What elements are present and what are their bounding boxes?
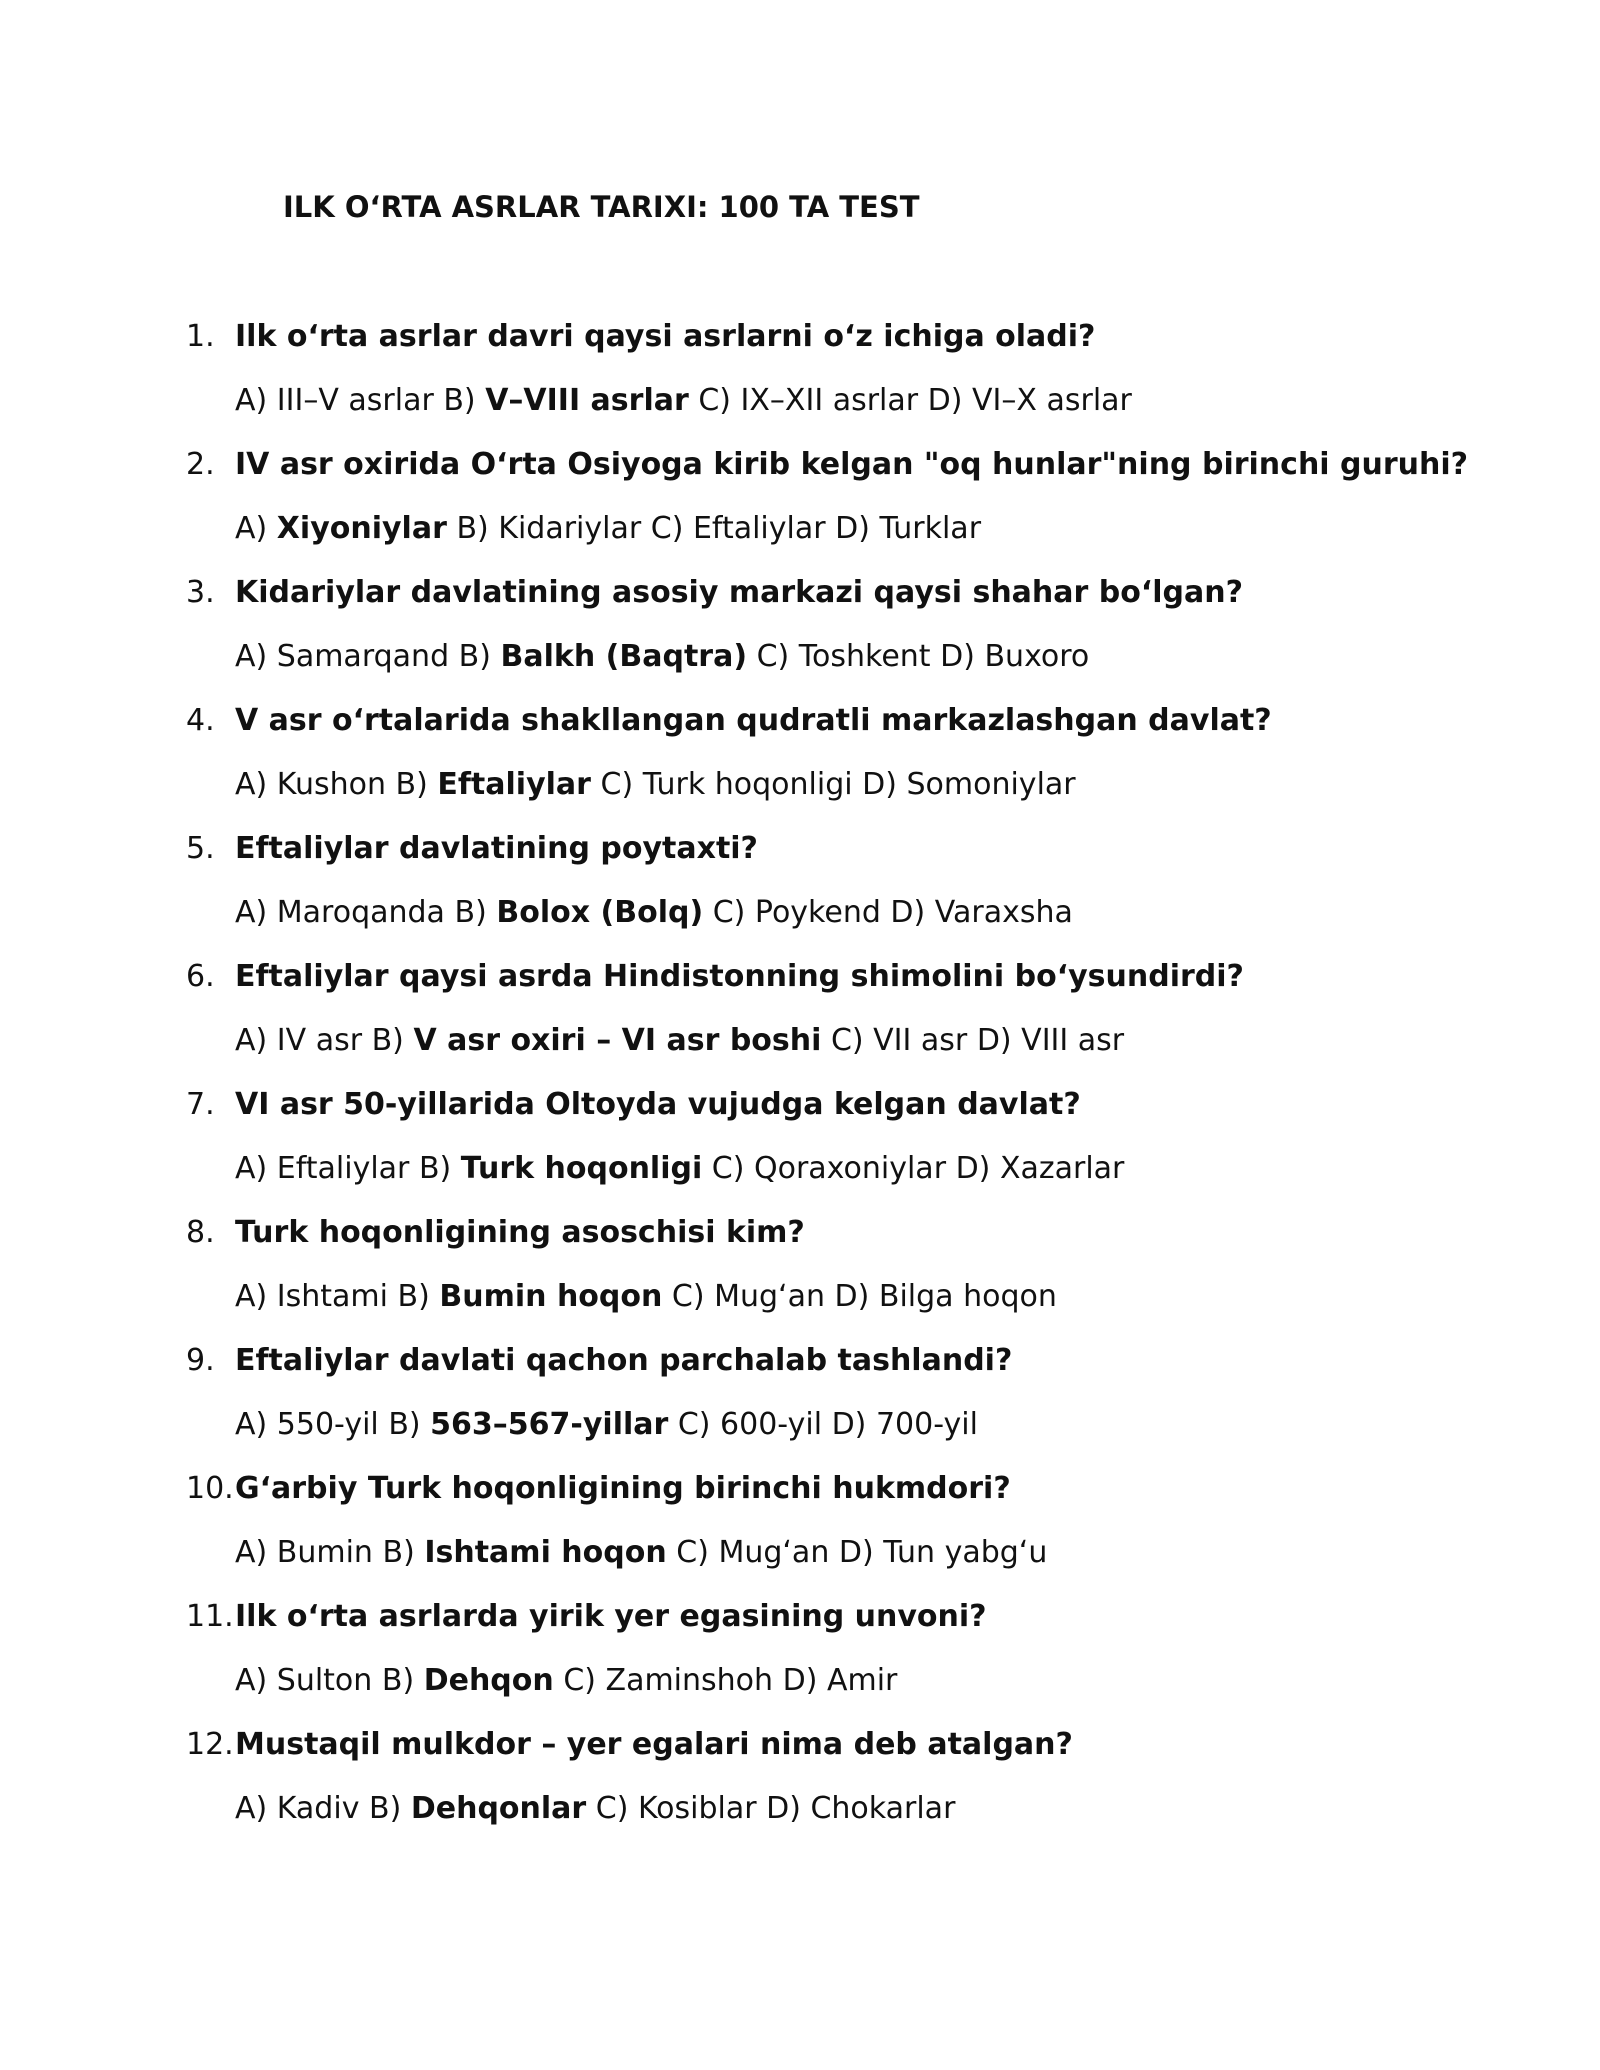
option-value: V asr oxiri – VI asr boshi [413,1023,822,1058]
option-letter: A) [235,511,268,546]
option-value: IX–XII asrlar [740,383,919,418]
option-letter: C) [756,639,790,674]
option-value: 700-yil [875,1407,978,1442]
question-item [0,700,1600,828]
answer-options [235,1660,897,1702]
answer-option [835,1279,1057,1314]
question-text: IV asr oxirida O‘rta Osiyoga kirib kelgan "oq hunlar"ning birinchi guruhi? [235,447,1469,482]
option-value: Maroqanda [276,895,445,930]
option-letter: B) [395,767,428,802]
answer-options [235,1788,955,1830]
answer-option-correct [369,1791,586,1826]
option-letter: B) [397,1279,430,1314]
answer-option-correct [419,1151,702,1186]
question-number: 10. [186,1471,234,1506]
option-letter: A) [235,639,268,674]
question-number: 11. [186,1599,234,1634]
answer-option [672,1279,825,1314]
answer-option [757,639,931,674]
question-item [0,1212,1600,1340]
question-list [0,316,1600,1852]
option-value: Xiyoniylar [276,511,447,546]
option-value: Ishtami hoqon [424,1535,667,1570]
option-letter: D) [782,1663,818,1698]
option-value: Eftaliylar [276,1151,410,1186]
answer-option [766,1791,955,1826]
question-item [0,1596,1600,1724]
answer-option-correct [398,1279,663,1314]
option-value: Amir [826,1663,898,1698]
answer-options [235,1404,978,1446]
answer-option [832,1407,978,1442]
option-value: VI–X asrlar [972,383,1132,418]
option-letter: A) [235,1663,268,1698]
option-letter: C) [712,895,746,930]
option-letter: B) [458,639,491,674]
option-letter: B) [371,1023,404,1058]
answer-option [676,1535,829,1570]
question-number: 8. [186,1215,215,1250]
answer-option [712,1151,946,1186]
answer-option [940,639,1089,674]
option-letter: C) [595,1791,629,1826]
answer-option-correct [396,767,591,802]
option-letter: A) [235,1535,268,1570]
answer-option [839,1535,1047,1570]
question-number: 9. [186,1343,215,1378]
option-value: Kidariylar [498,511,642,546]
answer-options [235,508,981,550]
answer-option [783,1663,898,1698]
question-text: Ilk o‘rta asrlar davri qaysi asrlarni o‘z ichiga oladi? [235,319,1096,354]
option-value: Toshkent [798,639,931,674]
option-letter: B) [388,1407,421,1442]
option-letter: A) [235,383,268,418]
option-letter: D) [927,383,963,418]
answer-option [651,511,826,546]
option-letter: C) [830,1023,864,1058]
question-text: Turk hoqonligining asoschisi kim? [235,1215,805,1250]
option-letter: A) [235,1023,268,1058]
answer-option-correct [383,1535,667,1570]
answer-option-correct [235,511,447,546]
answer-option [235,1151,409,1186]
option-value: Poykend [754,895,881,930]
option-value: Kushon [276,767,386,802]
answer-option [977,1023,1124,1058]
answer-options [235,1148,1124,1190]
answer-option [235,383,434,418]
option-letter: D) [976,1023,1012,1058]
option-letter: B) [381,1663,415,1698]
option-letter: A) [235,1407,268,1442]
option-letter: D) [940,639,975,674]
answer-option [235,1663,372,1698]
option-value: Mug‘an [714,1279,825,1314]
answer-option [596,1791,757,1826]
answer-option-correct [372,1023,822,1058]
option-letter: C) [711,1151,745,1186]
option-letter: C) [671,1279,705,1314]
option-value: Balkh (Baqtra) [500,639,748,674]
answer-option [713,895,881,930]
option-letter: C) [676,1535,709,1570]
option-value: Eftaliylar [437,767,591,802]
question-number: 2. [186,447,215,482]
option-value: Somoniylar [906,767,1076,802]
answer-option [831,1023,967,1058]
question-text: V asr o‘rtalarida shakllangan qudratli markazlashgan davlat? [235,703,1272,738]
question-number: 7. [186,1087,215,1122]
answer-option [890,895,1072,930]
option-letter: B) [456,511,489,546]
option-letter: C) [563,1663,596,1698]
answer-options [235,636,1089,678]
option-value: Dehqonlar [410,1791,587,1826]
answer-options [235,764,1076,806]
option-letter: A) [235,895,268,930]
answer-option [235,1535,373,1570]
question-item [0,828,1600,956]
option-value: Sulton [276,1663,373,1698]
answer-options [235,1020,1124,1062]
answer-option [601,767,853,802]
question-item [0,1724,1600,1852]
answer-options [235,892,1073,934]
option-letter: B) [418,1151,452,1186]
answer-option [835,511,981,546]
answer-option-correct [459,639,747,674]
question-number: 4. [186,703,215,738]
question-number: 5. [186,831,215,866]
option-value: Bumin [276,1535,373,1570]
question-text: Ilk o‘rta asrlarda yirik yer egasining unvoni? [235,1599,987,1634]
option-value: III–V asrlar [276,383,434,418]
answer-option-correct [388,1407,668,1442]
option-value: 563–567-yillar [430,1407,669,1442]
question-number: 12. [186,1727,234,1762]
option-letter: B) [443,383,476,418]
question-item [0,956,1600,1084]
option-value: Eftaliylar [692,511,826,546]
option-letter: C) [698,383,731,418]
question-number: 3. [186,575,215,610]
option-letter: A) [235,767,268,802]
answer-option [698,383,918,418]
option-value: Kosiblar [637,1791,757,1826]
option-letter: C) [677,1407,711,1442]
option-value: Dehqon [423,1663,554,1698]
answer-option [235,639,449,674]
option-value: Bolox (Bolq) [496,895,704,930]
option-letter: A) [235,1151,268,1186]
option-value: Ishtami [276,1279,388,1314]
option-value: Turklar [879,511,982,546]
question-number: 6. [186,959,215,994]
option-value: Buxoro [984,639,1090,674]
option-value: Zaminshoh [605,1663,774,1698]
answer-option [235,767,386,802]
question-text: VI asr 50-yillarida Oltoyda vujudga kelgan davlat? [235,1087,1081,1122]
question-text: Kidariylar davlatining asosiy markazi qaysi shahar bo‘lgan? [235,575,1244,610]
answer-option [928,383,1132,418]
question-item [0,444,1600,572]
option-value: Varaxsha [934,895,1073,930]
question-item [0,1468,1600,1596]
option-value: Turk hoqonligi [460,1151,703,1186]
option-letter: B) [454,895,487,930]
option-letter: D) [831,1407,867,1442]
question-item [0,316,1600,444]
answer-option [235,1407,379,1442]
answer-option-correct [443,383,688,418]
answer-option [862,767,1076,802]
option-letter: D) [862,767,897,802]
answer-options [235,1532,1047,1574]
option-value: VIII asr [1021,1023,1125,1058]
option-letter: A) [235,1791,268,1826]
question-number: 1. [186,319,215,354]
option-letter: A) [235,1279,268,1314]
option-value: Turk hoqonligi [642,767,853,802]
option-value: 600-yil [720,1407,823,1442]
question-item [0,572,1600,700]
question-item [0,1340,1600,1468]
option-letter: D) [955,1151,991,1186]
option-value: Bilga hoqon [878,1279,1057,1314]
answer-option [563,1663,773,1698]
option-value: IV asr [276,1023,363,1058]
option-letter: D) [834,1279,870,1314]
option-letter: D) [766,1791,801,1826]
question-text: G‘arbiy Turk hoqonligining birinchi hukmdori? [235,1471,1011,1506]
option-letter: B) [369,1791,402,1826]
answer-option [235,1791,359,1826]
option-letter: D) [838,1535,874,1570]
option-letter: D) [890,895,926,930]
question-text: Mustaqil mulkdor – yer egalari nima deb atalgan? [235,1727,1073,1762]
option-value: V–VIII asrlar [485,383,689,418]
question-text: Eftaliylar qaysi asrda Hindistonning shimolini bo‘ysundirdi? [235,959,1244,994]
answer-option [956,1151,1125,1186]
option-value: Bumin hoqon [439,1279,663,1314]
option-letter: B) [382,1535,415,1570]
answer-option-correct [382,1663,554,1698]
option-value: Mug‘an [718,1535,830,1570]
option-value: VII asr [873,1023,968,1058]
option-value: Samarqand [276,639,450,674]
option-letter: D) [835,511,870,546]
question-text: Eftaliylar davlatining poytaxti? [235,831,758,866]
answer-option [235,1279,388,1314]
option-value: Kadiv [276,1791,360,1826]
answer-option-correct [455,895,704,930]
option-value: Qoraxoniylar [754,1151,947,1186]
answer-options [235,380,1132,422]
page-title: ILK O‘RTA ASRLAR TARIXI: 100 TA TEST [283,190,920,224]
question-text: Eftaliylar davlati qachon parchalab tashlandi? [235,1343,1013,1378]
answer-option [678,1407,822,1442]
answer-option [456,511,641,546]
answer-option [235,895,445,930]
option-letter: C) [600,767,634,802]
option-letter: C) [650,511,684,546]
option-value: Chokarlar [810,1791,956,1826]
question-item [0,1084,1600,1212]
option-value: Xazarlar [999,1151,1125,1186]
answer-options [235,1276,1057,1318]
option-value: 550-yil [276,1407,379,1442]
option-value: Tun yabg‘u [883,1535,1048,1570]
answer-option [235,1023,362,1058]
